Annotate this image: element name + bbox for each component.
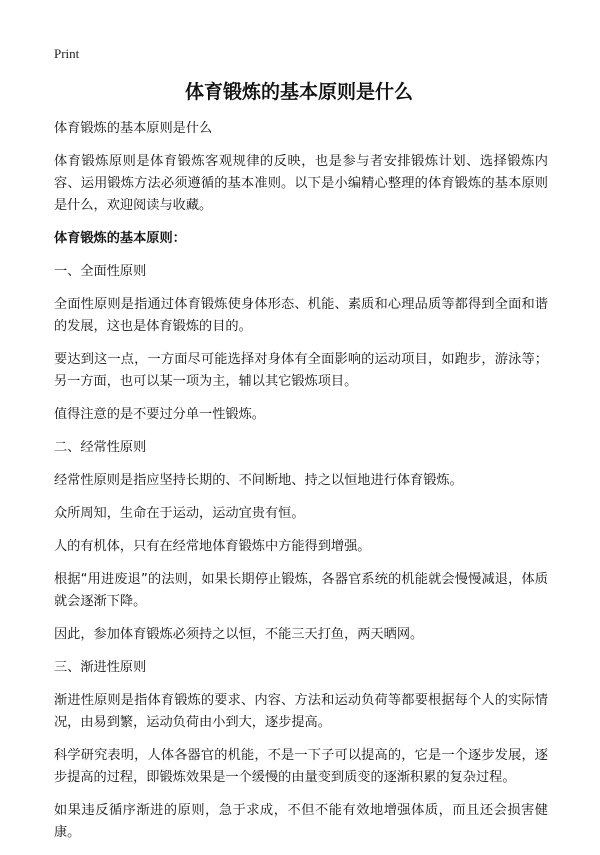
article-paragraph: 经常性原则是指应坚持长期的、不间断地、持之以恒地进行体育锻炼。 [54,473,463,488]
article-paragraph: 三、渐进性原则 [54,660,147,675]
article-paragraph: 渐进性原则是指体育锻炼的要求、内容、方法和运动负荷等都要根据每个人的实际情况，由易到繁，运动负荷由小到大，逐步提高。 [54,693,548,730]
section-heading: 体育锻炼的基本原则： [54,231,186,246]
article-paragraph: 二、经常性原则 [54,440,147,455]
article-paragraph: 一、全面性原则 [54,264,147,279]
article-paragraph: 因此，参加体育锻炼必须持之以恒，不能三天打鱼，两天晒网。 [54,627,424,642]
article-paragraph: 要达到这一点，一方面尽可能选择对身体有全面影响的运动项目，如跑步，游泳等；另一方面，也可以某一项为主，辅以其它锻炼项目。 [54,352,548,389]
article-body [54,118,548,855]
article-paragraph: 值得注意的是不要过分单一性锻炼。 [54,407,265,422]
article-paragraph: 体育锻炼的基本原则是什么 [54,121,213,136]
article-title: 体育锻炼的基本原则是什么 [184,81,413,103]
article-paragraph: 人的有机体，只有在经常地体育锻炼中方能得到增强。 [54,539,371,554]
article-paragraph: 众所周知，生命在于运动，运动宜贵有恒。 [54,506,305,521]
article-paragraph: 体育锻炼原则是体育锻炼客观规律的反映，也是参与者安排锻炼计划、选择锻炼内容、运用锻炼方法必须遵循的基本准则。以下是小编精心整理的体育锻炼的基本原则是什么，欢迎阅读与收藏。 [54,154,548,213]
article-paragraph: 根据“用进废退”的法则，如果长期停止锻炼，各器官系统的机能就会慢慢减退，体质就会逐渐下降。 [54,572,548,609]
article-paragraph: 如果违反循序渐进的原则，急于求成，不但不能有效地增强体质，而且还会损害健康。 [54,803,548,840]
article-paragraph: 科学研究表明，人体各器官的机能，不是一下子可以提高的，它是一个逐步发展，逐步提高的过程，即锻炼效果是一个缓慢的由量变到质变的逐渐积累的复杂过程。 [54,748,548,785]
article-paragraph: 全面性原则是指通过体育锻炼使身体形态、机能、素质和心理品质等都得到全面和谐的发展，这也是体育锻炼的目的。 [54,297,548,334]
print-link[interactable]: Print [54,46,80,61]
